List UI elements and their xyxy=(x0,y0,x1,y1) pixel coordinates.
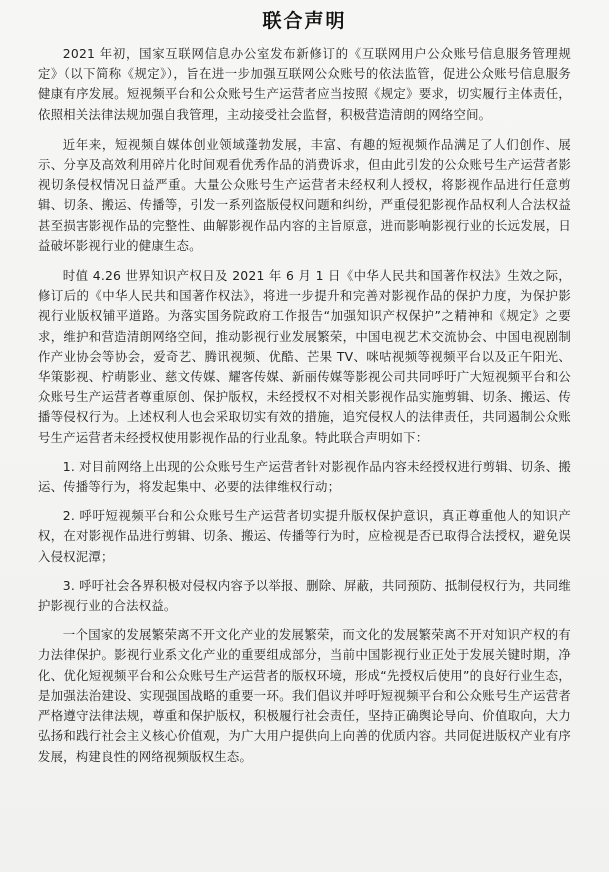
declaration-item-2: 2. 呼吁短视频平台和公众账号生产运营者切实提升版权保护意识，真正尊重他人的知识产权，在对影视作品进行剪辑、切条、搬运、传播等行为时，应检视是否已取得合法授权，避免误入侵权泥潭； xyxy=(38,508,571,564)
declaration-item-1: 1. 对目前网络上出现的公众账号生产运营者针对影视作品内容未经授权进行剪辑、切条、搬运、传播等行为，将发起集中、必要的法律维权行动； xyxy=(38,458,571,495)
declaration-item-3: 3. 呼吁社会各界积极对侵权内容予以举报、删除、屏蔽，共同预防、抵制侵权行为，共同维护影视行业的合法权益。 xyxy=(38,577,571,614)
paragraph-declaration: 时值 4.26 世界知识产权日及 2021 年 6 月 1 日《中华人民共和国著作权法》生效之际，修订后的《中华人民共和国著作权法》，将进一步提升和完善对影视作品的保护力度，为保护影视行业版权铺平道路。为落实国务院政府工作报告“加强知识产权保护”之精神和《规定》之要求，维护和营造清朗网络空间，推动影视行业发展繁荣，中国电视艺术交流协会、中国电视剧制作产业协会等协会，爱奇艺、腾讯视频、优酷、芒果 TV、咪咕视频等视频平台以及正午阳光、华策影视、柠萌影业、慈文传媒、耀客传媒、新丽传媒等影视公司共同呼吁广大短视频平台和公众账号生产运营者尊重原创、保护版权，未经授权不对相关影视作品实施剪辑、切条、搬运、传播等侵权行为。上述权利人也会采取切实有效的措施，追究侵权人的法律责任，共同遏制公众账号生产运营者未经授权使用影视作品的行业乱象。特此联合声明如下： xyxy=(38,268,571,445)
document-title: 联合声明 xyxy=(262,10,347,32)
paragraph-closing: 一个国家的发展繁荣离不开文化产业的发展繁荣，而文化的发展繁荣离不开对知识产权的有力法律保护。影视行业系文化产业的重要组成部分，当前中国影视行业正处于发展关键时期，净化、优化短视频平台和公众账号生产运营者的版权环境，形成“先授权后使用”的良好行业生态，是加强法治建设、实现强国战略的重要一环。我们倡议并呼吁短视频平台和公众账号生产运营者严格遵守法律法规，尊重和保护版权，积极履行社会责任，坚持正确舆论导向、价值取向，大力弘扬和践行社会主义核心价值观，为广大用户提供向上向善的优质内容。共同促进版权产业有序发展，构建良性的网络视频版权生态。 xyxy=(38,627,571,764)
paragraph-background: 近年来，短视频自媒体创业领域蓬勃发展，丰富、有趣的短视频作品满足了人们创作、展示、分享及高效利用碎片化时间观看优秀作品的消费诉求，但由此引发的公众账号生产运营者影视切条侵权情况日益严重。大量公众账号生产运营者未经权利人授权，将影视作品进行任意剪辑、切条、搬运、传播等，引发一系列盗版侵权问题和纠纷，严重侵犯影视作品权利人合法权益甚至损害影视作品的完整性、曲解影视作品内容的主旨原意，进而影响影视行业的长远发展，日益破坏影视行业的健康生态。 xyxy=(38,136,571,253)
paragraph-intro: 2021 年初，国家互联网信息办公室发布新修订的《互联网用户公众账号信息服务管理规定》（以下简称《规定》），旨在进一步加强互联网公众账号的依法监管，促进公众账号信息服务健康有序发展。短视频平台和公众账号生产运营者应当按照《规定》要求，切实履行主体责任，依照相关法律法规加强自我管理，主动接受社会监督，积极营造清朗的网络空间。 xyxy=(38,46,571,122)
